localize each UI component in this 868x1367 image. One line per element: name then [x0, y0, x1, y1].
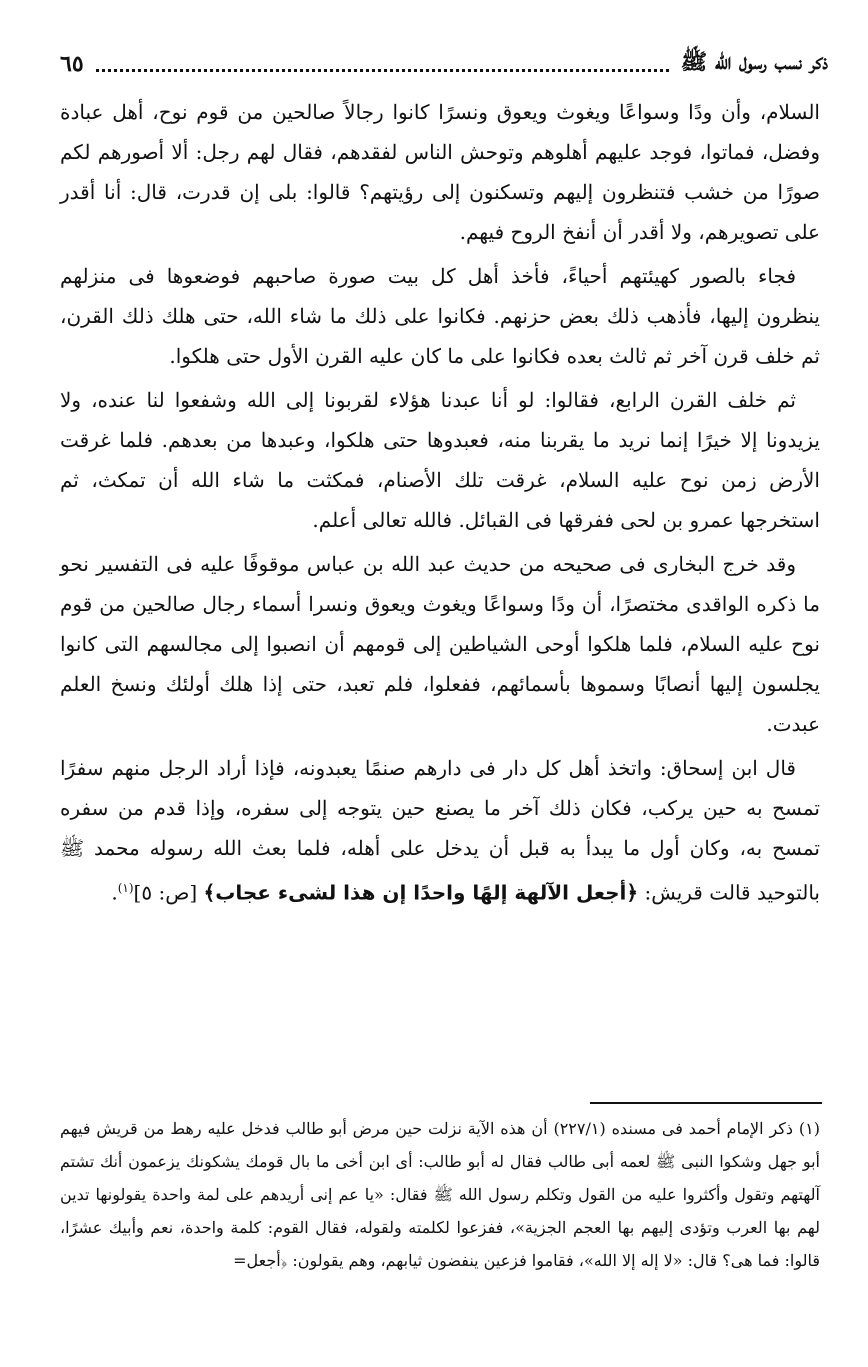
leader-dots	[96, 57, 669, 72]
paragraph: فجاء بالصور كهيئتهم أحياءً، فأخذ أهل كل بيت صورة صاحبهم فوضعوها فى منزلهم ينظرون إليها، فأذهب ذلك بعض حزنهم. فكانوا على ذلك ما شاء الله، حتى هلك ذلك القرن، ثم خلف قرن آخر ثم ثالث بعده فكانوا على ما كان عليه القرن الأول حتى هلكوا.	[60, 264, 820, 368]
quran-verse: ﴿أجعل الآلهة إلهًا واحدًا إن هذا لشىء عجاب﴾	[203, 880, 639, 905]
footnote-separator	[590, 1102, 822, 1104]
footnote: (١) ذكر الإمام أحمد فى مسنده (٢٢٧/١) أن هذه الآية نزلت حين مرض أبو طالب فدخل عليه رهط من قريش فيهم أبو جهل وشكوا النبى ﷺ لعمه أبى طالب فقال له أبو طالب: أى ابن أخى ما بال قومك يشكونك يزعمون أنك تشتم آلهتهم وتقول وأكثروا عليه من القول وتكلم رسول الله ﷺ فقال: «يا عم إنى أريدهم على لمة واحدة يقولونها تدين لهم بها العرب وتؤدى إليهم بها العجم الجزية»، ففزعوا لكلمته ولقوله، فقال القوم: كلمة واحدة، نعم وأبيك عشرًا، قالوا: فما هى؟ قال: «لا إله إلا الله»، فقاموا فزعين ينفضون ثيابهم، وهم يقولون: ﴿أجعل=	[60, 1119, 821, 1270]
page-header	[60, 44, 828, 84]
paragraph: وقد خرج البخارى فى صحيحه من حديث عبد الله بن عباس موقوفًا عليه فى التفسير نحو ما ذكره الواقدى مختصرًا، أن ودًا وسواعًا ويغوث ويعوق ونسرا أسماء رجال صالحين من قوم نوح عليه السلام، فلما هلكوا أوحى الشياطين إلى قومهم أن انصبوا إلى مجالسهم التى كانوا يجلسون إليها أنصابًا وسموها بأسمائهم، ففعلوا، فلم تعبد، حتى إذا هلك أولئك ونسخ العلم عبدت.	[60, 552, 820, 736]
main-text	[60, 92, 820, 917]
verse-citation: [ص: ٥]	[133, 880, 198, 905]
paragraph: السلام، وأن ودًا وسواعًا ويغوث ويعوق ونسرًا كانوا رجالاً صالحين من قوم نوح، أهل عبادة وفضل، فماتوا، فوجد عليهم أهلوهم وتوحش الناس لفقدهم، فقال لهم رجل: ألا أصورهم لكم صورًا من خشب فتنظرون إليهم وتسكنون إلى رؤيتهم؟ قالوا: بلى إن قدرت، قال: أنا أقدر على تصويرهم، ولا أقدر أن أنفخ الروح فيهم.	[60, 100, 820, 244]
end-period: .	[111, 880, 118, 905]
footnotes	[60, 1112, 820, 1277]
paragraph-last	[60, 748, 820, 913]
running-title: ذكر نسب رسول الله ﷺ	[680, 49, 828, 75]
paragraph: ثم خلف القرن الرابع، فقالوا: لو أنا عبدنا هؤلاء لقربونا إلى الله وشفعوا لنا عنده، ولا يزيدونا إلا خيرًا إنما نريد ما يقربنا منه، فعبدوها حتى هلكوا، وعبدها من بعدهم. فلما غرقت الأرض زمن نوح عليه السلام، غرقت تلك الأصنام، فمكثت ما شاء الله أن تمكث، ثم استخرجها عمرو بن لحى ففرقها فى القبائل. فالله تعالى أعلم.	[60, 388, 820, 532]
paragraph-text: قال ابن إسحاق: واتخذ أهل كل دار فى دارهم صنمًا يعبدونه، فإذا أراد الرجل منهم سفرًا تمسح به حين يركب، فكان ذلك آخر ما يصنع حين يتوجه إلى سفره، وإذا قدم من سفره تمسح به، وكان أول ما يبدأ به قبل أن يدخل على أهله، فلما بعث الله رسوله محمد ﷺ بالتوحيد قالت قريش:	[60, 756, 820, 905]
page-number: ٦٥	[60, 51, 84, 77]
footnote-marker: (١)	[117, 881, 134, 895]
